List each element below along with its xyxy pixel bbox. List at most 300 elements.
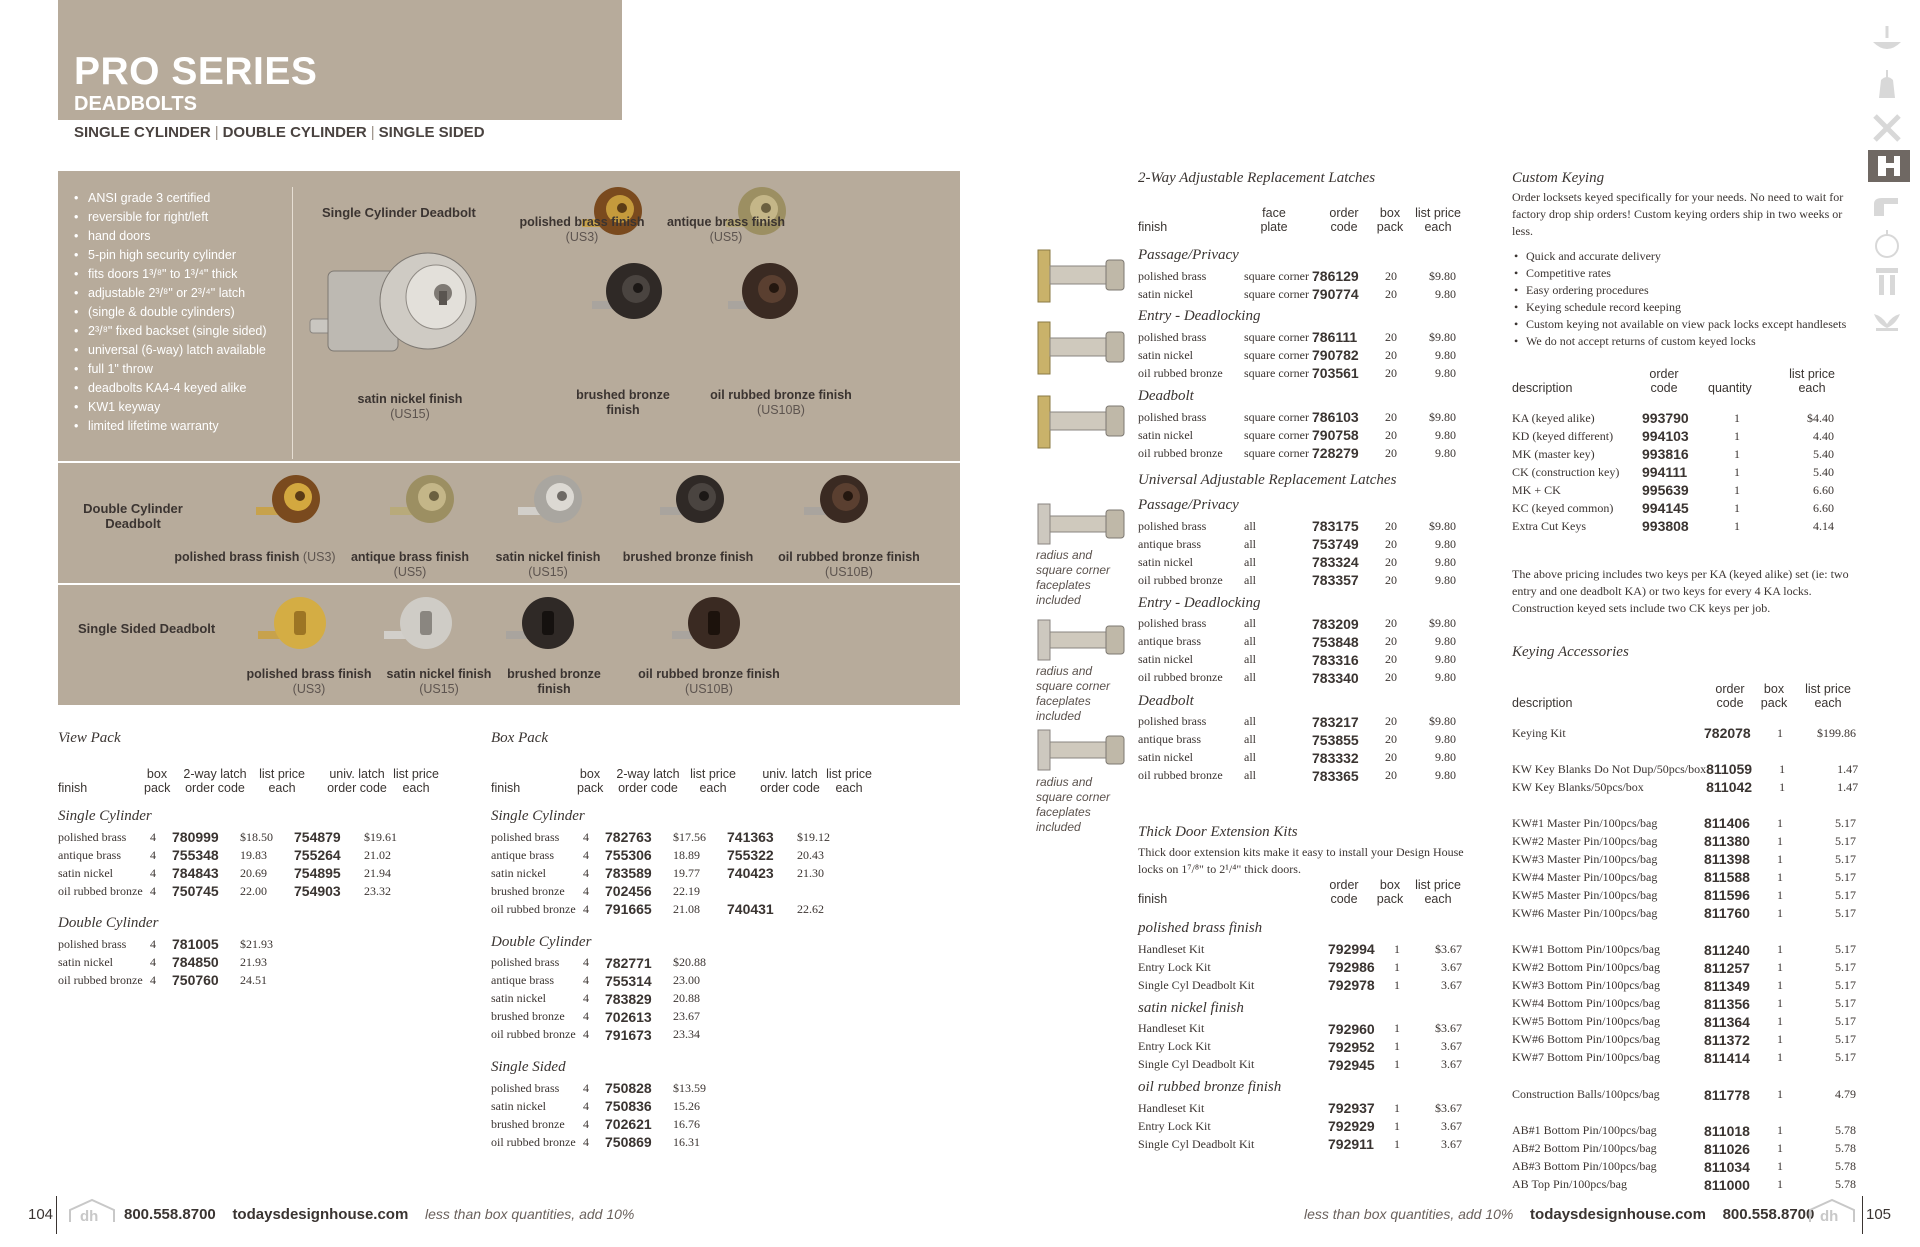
table-row (1138, 285, 1456, 303)
table-cell: 811059 (1706, 761, 1753, 778)
table-cell: 9.80 (1435, 670, 1456, 685)
table-row (58, 953, 414, 971)
table-cell: 1 (1777, 1050, 1783, 1065)
dome-fixture-icon[interactable] (1870, 24, 1904, 56)
table-cell: 9.80 (1435, 536, 1456, 551)
table-cell: 1 (1777, 815, 1783, 830)
table-row (491, 1079, 847, 1097)
table-cell: 1 (1777, 996, 1783, 1011)
table-cell: 753848 (1312, 633, 1359, 650)
table-cell: 21.08 (673, 901, 700, 916)
table-cell: 993790 (1642, 410, 1689, 426)
table-cell: 5.78 (1835, 1177, 1856, 1192)
table-cell (727, 1133, 797, 1151)
plant-icon[interactable] (1870, 302, 1904, 334)
table-cell: KW#4 Bottom Pin/100pcs/bag (1512, 996, 1660, 1011)
table-row (1138, 1117, 1462, 1135)
table-cell: $3.67 (1435, 1021, 1462, 1036)
two-way-title: 2-Way Adjustable Replacement Latches (1138, 170, 1376, 186)
footer-website[interactable]: todaysdesignhouse.com (1530, 1206, 1706, 1223)
custom-keying-intro: Order locksets keyed specifically for your needs. No need to wait for factory drop ship orders! Custom keying orders ship in two weeks or less. (1512, 190, 1844, 238)
table-cell: $13.59 (673, 1080, 706, 1095)
double-cylinder-panel (58, 463, 960, 583)
kit-table (1138, 1099, 1462, 1153)
table-cell: oil rubbed bronze (58, 972, 143, 987)
thick-door-title: Thick Door Extension Kits (1138, 824, 1298, 840)
table-cell: 1 (1394, 1136, 1400, 1151)
deadbolt-image-polished-brass (254, 593, 334, 657)
table-cell: CK (construction key) (1512, 464, 1620, 479)
bath-fixtures-icon[interactable] (1870, 112, 1904, 144)
finish-caption: satin nickel finish (US15) (357, 392, 463, 421)
table-cell: 4 (583, 955, 589, 969)
table-cell: 784850 (172, 954, 219, 970)
table-cell: 21.02 (364, 847, 391, 862)
table-cell: 811240 (1704, 941, 1750, 958)
feature-item: • deadbolts KA4-4 keyed alike (72, 379, 267, 398)
table-row (491, 864, 847, 882)
table-cell: Handleset Kit (1138, 1100, 1205, 1115)
table-cell: 792911 (1328, 1136, 1374, 1153)
table-cell: 5.17 (1835, 1014, 1856, 1029)
table-cell: 783316 (1312, 651, 1359, 668)
table-cell: 22.62 (797, 901, 824, 916)
finish-caption: satin nickel finish (US15) (386, 667, 492, 696)
table-cell (797, 1008, 847, 1026)
table-cell: 811000 (1704, 1176, 1750, 1193)
table-cell: Entry Lock Kit (1138, 959, 1211, 974)
table-row (58, 864, 414, 882)
custom-keying-footnote: The above pricing includes two keys per KA (keyed alike) set (ie: two entry and one deadbolt KA) or two keys for every 4 KA locks. Construction keyed sets include two CK keys per job. (1512, 567, 1849, 615)
table-cell: square corner (1244, 409, 1309, 424)
table-cell (364, 953, 414, 971)
table-cell: square corner (1244, 365, 1309, 380)
feature-item: • 2³/⁸" fixed backset (single sided) (72, 322, 267, 341)
table-cell: polished brass (58, 936, 127, 951)
group-title: Double Cylinder (491, 933, 592, 950)
keying-accessories-headers: description order code box pack list price each (1512, 682, 1851, 710)
deadbolt-image-oil-rubbed-bronze (724, 259, 804, 327)
table-cell: 1 (1777, 1177, 1783, 1192)
table-row (1512, 1158, 1856, 1176)
table-cell: 792986 (1328, 959, 1375, 975)
table-cell: 1.47 (1837, 779, 1859, 794)
table-cell: KW#1 Master Pin/100pcs/bag (1512, 815, 1658, 830)
table-cell: 750869 (605, 1134, 652, 1150)
panel-label: Double Cylinder Deadbolt (83, 501, 183, 531)
table-cell: 792929 (1328, 1118, 1375, 1135)
table-cell: 9.80 (1435, 554, 1456, 569)
table-cell: 811257 (1704, 959, 1750, 976)
table-cell: AB#1 Bottom Pin/100pcs/bag (1512, 1123, 1657, 1138)
table-cell: 5.17 (1835, 978, 1856, 993)
table-cell: 740423 (727, 865, 774, 881)
price-table (491, 954, 847, 1044)
table-row (1512, 445, 1834, 463)
table-cell: KC (keyed common) (1512, 500, 1614, 515)
table-cell: 1 (1777, 978, 1783, 993)
table-cell (364, 971, 414, 989)
table-cell: 21.94 (364, 865, 391, 880)
table-cell: 5.17 (1835, 1032, 1856, 1047)
bullet-item: • Competitive rates (1514, 266, 1611, 280)
table-cell: 811349 (1704, 977, 1750, 994)
table-row (1138, 713, 1456, 731)
table-cell: 5.17 (1835, 869, 1856, 884)
table-cell: 3.67 (1441, 1136, 1462, 1151)
kit-table (1138, 940, 1462, 994)
table-cell: square corner (1244, 427, 1309, 442)
table-cell: 783589 (605, 865, 652, 881)
deadbolt-image-brushed-bronze (656, 471, 736, 531)
table-cell: KD (keyed different) (1512, 428, 1614, 443)
table-row (491, 1008, 847, 1026)
table-row (1512, 959, 1856, 977)
single-sided-panel (58, 585, 960, 705)
table-cell: 6.60 (1813, 500, 1834, 515)
table-row (1138, 328, 1456, 346)
footer-note: less than box quantities, add 10% (1304, 1206, 1514, 1222)
table-cell: 811372 (1704, 1031, 1750, 1048)
pendant-icon[interactable] (1870, 70, 1904, 102)
custom-keying-bullets (1512, 248, 1846, 350)
table-row (491, 1115, 847, 1133)
table-cell: all (1244, 652, 1256, 667)
table-cell: 4 (583, 901, 589, 916)
table-row (1138, 651, 1456, 669)
footer-website[interactable]: todaysdesignhouse.com (232, 1206, 409, 1223)
hardware-icon[interactable] (1868, 150, 1910, 182)
table-cell: 20 (1385, 616, 1397, 631)
table-cell: 994111 (1642, 464, 1688, 480)
group-title: satin nickel finish (1138, 999, 1244, 1016)
table-cell: all (1244, 732, 1256, 747)
table-row (1138, 1056, 1462, 1074)
table-cell: 811406 (1704, 815, 1750, 832)
feature-list (72, 189, 267, 436)
table-cell: 1 (1394, 977, 1400, 992)
feature-item: • hand doors (72, 227, 267, 246)
table-cell: 3.67 (1441, 1039, 1462, 1054)
table-cell: 1.47 (1837, 761, 1859, 776)
table-row (1138, 553, 1456, 571)
faucet-icon[interactable] (1870, 190, 1904, 222)
table-row (1138, 517, 1456, 535)
table-cell: oil rubbed bronze (491, 1027, 576, 1041)
page-number-right: 105 (1866, 1206, 1892, 1223)
table-cell: 20 (1385, 714, 1397, 729)
finish-caption: oil rubbed bronze finish (US10B) (710, 388, 852, 417)
table-cell: $9.80 (1429, 268, 1456, 283)
table-cell: 1 (1777, 960, 1783, 975)
table-cell: 994145 (1642, 500, 1689, 516)
table-cell: 792937 (1328, 1100, 1375, 1117)
table-cell: KW#3 Master Pin/100pcs/bag (1512, 851, 1658, 866)
finish-caption: antique brass finish (US5) (350, 550, 470, 579)
group-title: Double Cylinder (58, 915, 159, 931)
table-cell: 1 (1734, 410, 1740, 425)
table-cell: 811042 (1706, 779, 1753, 796)
table-cell: KW#5 Bottom Pin/100pcs/bag (1512, 1014, 1660, 1029)
feature-item: • full 1" throw (72, 360, 267, 379)
table-cell: 18.89 (673, 847, 700, 862)
price-table (491, 1079, 847, 1151)
accessory-table (1512, 1086, 1856, 1104)
group-title: Entry - Deadlocking (1138, 308, 1261, 325)
table-row (58, 828, 414, 846)
table-cell: 790782 (1312, 347, 1359, 364)
table-cell: 21.93 (240, 954, 267, 969)
table-cell: 755322 (727, 847, 774, 863)
table-cell: all (1244, 768, 1256, 783)
table-row (1512, 1031, 1856, 1049)
table-cell: $3.67 (1435, 1100, 1462, 1115)
table-cell: 1 (1734, 464, 1740, 479)
ceiling-fan-icon[interactable] (1870, 228, 1904, 260)
table-cell: Construction Balls/100pcs/bag (1512, 1087, 1660, 1102)
table-cell: MK + CK (1512, 482, 1561, 497)
table-cell: all (1244, 750, 1256, 765)
table-cell: 783217 (1312, 713, 1359, 730)
table-cell: 782771 (605, 954, 652, 971)
table-cell: KW#5 Master Pin/100pcs/bag (1512, 887, 1658, 902)
table-cell: 9.80 (1435, 732, 1456, 747)
table-cell: antique brass (491, 847, 554, 862)
table-row (1512, 1086, 1856, 1104)
design-house-logo (1808, 1198, 1856, 1224)
table-cell (797, 972, 847, 990)
table-cell: antique brass (491, 973, 554, 987)
svg-text:dh: dh (80, 1208, 99, 1224)
table-cell: 9.80 (1435, 347, 1456, 362)
table-cell: satin nickel (491, 1098, 546, 1113)
finish-caption: oil rubbed bronze finish (US10B) (778, 550, 920, 579)
latch-image (1036, 246, 1128, 306)
box-pack-title: Box Pack (491, 730, 549, 746)
finish-caption: polished brass finish (US3) (174, 550, 336, 564)
table-cell: 9.80 (1435, 750, 1456, 765)
table-cell: polished brass (491, 829, 560, 844)
table-cell: 791673 (605, 1026, 652, 1043)
table-cell: 1 (1777, 1159, 1783, 1174)
table-cell: 753749 (1312, 536, 1359, 552)
table-row (1138, 426, 1456, 444)
table-cell: 4 (150, 954, 156, 969)
table-cell: 1 (1734, 500, 1740, 515)
table-cell: 755314 (605, 972, 652, 989)
table-row (491, 846, 847, 864)
table-cell: 21.30 (797, 865, 824, 880)
table-cell: 20 (1385, 536, 1397, 551)
table-cell: antique brass (1138, 536, 1201, 551)
table-cell: Extra Cut Keys (1512, 518, 1586, 533)
accessory-table (1512, 814, 1856, 922)
table-row (58, 935, 414, 953)
group-title: Single Sided (491, 1059, 566, 1075)
table-cell: all (1244, 714, 1256, 729)
table-cell: 702456 (605, 883, 652, 899)
table-cell: 4.14 (1813, 518, 1834, 533)
table-row (1512, 760, 1858, 778)
deadbolt-image-satin-nickel (514, 471, 594, 531)
table-cell: 1 (1394, 1100, 1400, 1115)
table-cell: 750836 (605, 1098, 652, 1114)
table-cell: 4 (583, 1134, 589, 1149)
table-row (58, 971, 414, 989)
finish-caption: brushed bronze finish (576, 388, 670, 417)
table-cell: 5.17 (1835, 996, 1856, 1011)
group-title: Entry - Deadlocking (1138, 594, 1261, 611)
table-cell: $20.88 (673, 955, 706, 969)
table-cell: 19.77 (673, 865, 700, 880)
table-cell: 811778 (1704, 1086, 1750, 1103)
group-title: Deadbolt (1138, 388, 1194, 404)
table-row (1512, 832, 1856, 850)
finish-caption: brushed bronze finish (507, 667, 601, 696)
deadbolt-image-brushed-bronze (502, 593, 582, 657)
table-cell: 20 (1385, 268, 1397, 283)
table-cell: 1 (1394, 1057, 1400, 1072)
group-title: oil rubbed bronze finish (1138, 1079, 1282, 1096)
table-cell: 790774 (1312, 286, 1359, 302)
table-cell (727, 1115, 797, 1133)
table-cell: 792952 (1328, 1038, 1375, 1055)
table-cell: 20 (1385, 518, 1397, 533)
table-row (1138, 615, 1456, 633)
table-cell: oil rubbed bronze (1138, 572, 1223, 587)
table-cell: satin nickel (1138, 652, 1193, 667)
table-cell: 703561 (1312, 365, 1359, 382)
table-cell: AB#2 Bottom Pin/100pcs/bag (1512, 1141, 1657, 1156)
finish-caption: antique brass finish (US5) (666, 215, 786, 244)
table-cell: $9.80 (1429, 616, 1456, 631)
table-cell: Single Cyl Deadbolt Kit (1138, 977, 1255, 992)
table-cell: 755348 (172, 847, 219, 863)
table-cell: $17.56 (673, 829, 706, 844)
table-cell (294, 935, 364, 953)
table-cell: 750745 (172, 883, 219, 899)
table-cell: $19.12 (797, 829, 830, 844)
table-cell: 702613 (605, 1008, 652, 1025)
table-row (1512, 995, 1856, 1013)
table-cell: all (1244, 616, 1256, 631)
table-cell (797, 1115, 847, 1133)
footer-phone[interactable]: 800.558.8700 (1722, 1206, 1815, 1223)
table-row (1138, 1020, 1462, 1038)
table-cell: AB#3 Bottom Pin/100pcs/bag (1512, 1159, 1657, 1174)
footer-phone[interactable]: 800.558.8700 (124, 1206, 216, 1223)
table-cell: 15.26 (673, 1098, 700, 1113)
feature-item: • (single & double cylinders) (72, 303, 267, 322)
accessory-table (1512, 760, 1858, 796)
table-cell: 1 (1777, 869, 1783, 884)
column-icon[interactable] (1870, 266, 1904, 298)
table-cell: $4.40 (1807, 410, 1834, 425)
table-cell: 9.80 (1435, 286, 1456, 301)
table-cell: 784843 (172, 865, 219, 881)
table-cell: satin nickel (1138, 554, 1193, 569)
table-row (491, 828, 847, 846)
table-cell: satin nickel (1138, 750, 1193, 765)
table-row (1138, 444, 1456, 462)
table-cell: brushed bronze (491, 1116, 565, 1131)
table-cell: 993808 (1642, 518, 1689, 534)
table-row (1138, 364, 1456, 382)
table-row (1512, 724, 1856, 742)
table-cell (727, 1079, 797, 1097)
table-row (491, 900, 847, 918)
table-cell (727, 990, 797, 1008)
table-row (1512, 868, 1856, 886)
feature-item: • ANSI grade 3 certified (72, 189, 267, 208)
table-cell: 24.51 (240, 972, 267, 987)
table-row (491, 1133, 847, 1151)
table-cell (727, 972, 797, 990)
table-cell: polished brass (491, 1080, 560, 1095)
table-row (1512, 427, 1834, 445)
table-cell: 790758 (1312, 427, 1359, 443)
table-cell: 20 (1385, 750, 1397, 765)
table-cell: 5.17 (1835, 905, 1856, 920)
latch-image (1036, 726, 1128, 774)
table-cell: KW Key Blanks/50pcs/box (1512, 779, 1644, 794)
table-row (1512, 778, 1858, 796)
table-cell: 786129 (1312, 268, 1359, 284)
group-title: Deadbolt (1138, 692, 1194, 709)
table-cell (294, 953, 364, 971)
latch-table (1138, 328, 1456, 382)
table-cell: 811034 (1704, 1158, 1750, 1175)
table-cell: 5.17 (1835, 851, 1856, 866)
table-row (491, 882, 847, 900)
table-cell: AB Top Pin/100pcs/bag (1512, 1177, 1627, 1192)
table-cell: 783340 (1312, 669, 1359, 686)
table-cell: 753855 (1312, 731, 1359, 748)
table-row (1512, 1013, 1856, 1031)
table-cell (797, 1079, 847, 1097)
table-cell: KW#6 Bottom Pin/100pcs/bag (1512, 1032, 1660, 1047)
feature-item: • fits doors 1³/⁸" to 1³/⁴" thick (72, 265, 267, 284)
table-cell: brushed bronze (491, 883, 565, 898)
table-cell: 781005 (172, 936, 219, 952)
keying-table (1512, 409, 1834, 535)
table-cell: 19.83 (240, 847, 267, 862)
faceplate-note: radius and square corner faceplates included (1036, 664, 1111, 723)
price-table (58, 935, 414, 989)
table-cell: 995639 (1642, 482, 1689, 498)
bullet-item: • Custom keying not available on view pack locks except handlesets (1514, 317, 1847, 331)
table-cell: 20 (1385, 409, 1397, 424)
table-cell: 741363 (727, 829, 774, 845)
page-header (58, 0, 622, 120)
table-cell: KW#7 Bottom Pin/100pcs/bag (1512, 1050, 1660, 1065)
table-cell: 20 (1385, 286, 1397, 301)
type-double-cylinder: DOUBLE CYLINDER (222, 124, 367, 141)
table-cell: oil rubbed bronze (1138, 445, 1223, 460)
table-cell: 1 (1394, 1021, 1400, 1036)
table-cell: KW#2 Master Pin/100pcs/bag (1512, 833, 1658, 848)
table-cell: 4 (583, 973, 589, 987)
table-cell: $9.80 (1429, 409, 1456, 424)
view-pack-headers: finish box pack 2-way latch order code list price each univ. latch order code list price each (58, 767, 439, 795)
table-cell: all (1244, 634, 1256, 649)
table-cell: 23.34 (673, 1027, 700, 1041)
table-cell: 4 (583, 1116, 589, 1131)
table-row (58, 846, 414, 864)
table-cell: 9.80 (1435, 652, 1456, 667)
group-title: polished brass finish (1138, 920, 1263, 936)
table-row (1138, 571, 1456, 589)
